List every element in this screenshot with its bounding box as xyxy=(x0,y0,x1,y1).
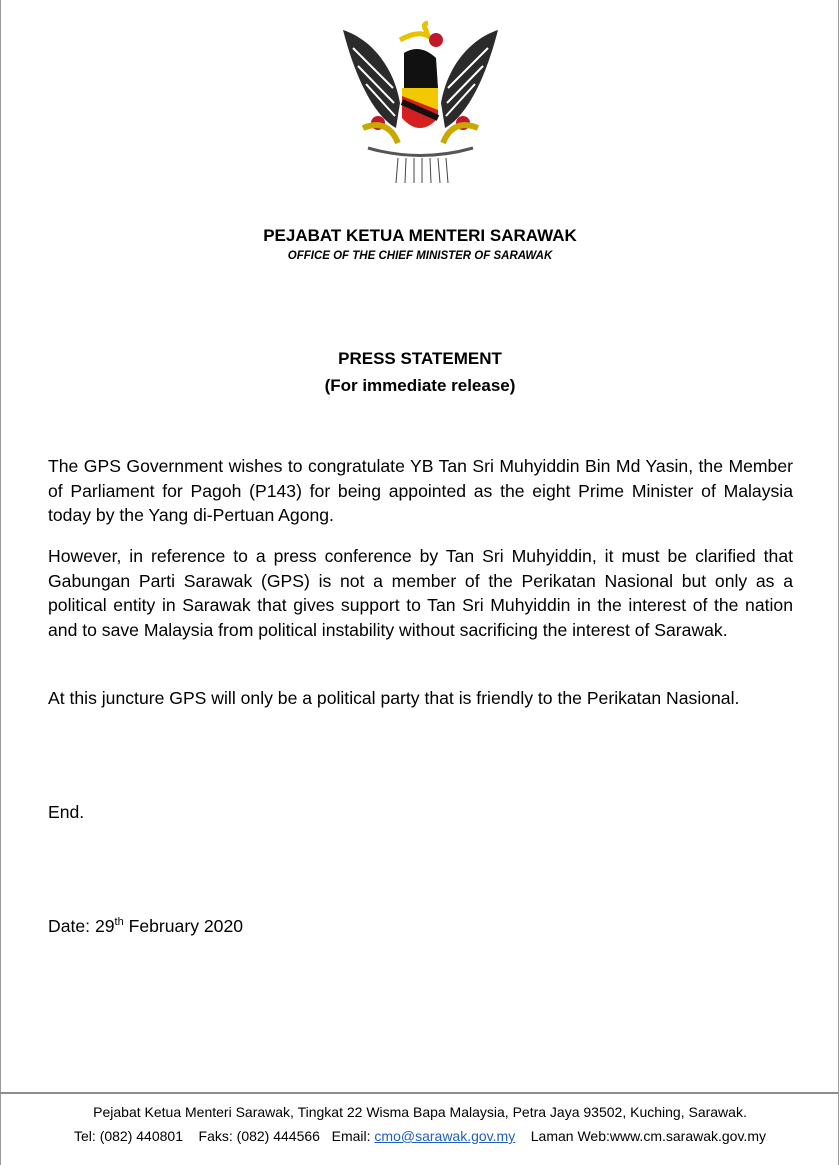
footer-fax: Faks: (082) 444566 xyxy=(198,1128,320,1144)
footer-web: Laman Web:www.cm.sarawak.gov.my xyxy=(530,1128,766,1144)
press-statement-heading xyxy=(0,345,840,399)
footer-contact xyxy=(0,1128,840,1144)
paragraph: At this juncture GPS will only be a political party that is friendly to the Perikatan Nasional. xyxy=(48,688,740,708)
sarawak-coat-of-arms-logo xyxy=(338,18,503,186)
paragraph: The GPS Government wishes to congratulate YB Tan Sri Muhyiddin Bin Md Yasin, the Member of Parliament for Pagoh (P143) for being appointed as the eight Prime Minister of Malaysia today by the Yang di-Pertuan Agong. xyxy=(48,456,793,525)
date-suffix: th xyxy=(114,916,124,929)
date-line xyxy=(48,914,793,939)
footer-divider xyxy=(0,1092,838,1094)
date-label: Date: 29 xyxy=(48,916,115,936)
statement-title: PRESS STATEMENT xyxy=(338,349,502,368)
footer-address: Pejabat Ketua Menteri Sarawak, Tingkat 22 Wisma Bapa Malaysia, Petra Jaya 93502, Kuching, Sarawak. xyxy=(93,1104,747,1120)
paragraph: However, in reference to a press conference by Tan Sri Muhyiddin, it must be clarified that Gabungan Parti Sarawak (GPS) is not a member of the Perikatan Nasional but only as a political entity in Sarawak that gives support to Tan Sri Muhyiddin in the interest of the nation and to save Malaysia from political instability without sacrificing the interest of Sarawak. xyxy=(48,546,793,640)
end-text: End. xyxy=(48,802,85,822)
footer-email-label: Email: xyxy=(331,1128,375,1144)
footer-email-link[interactable]: cmo@sarawak.gov.my xyxy=(374,1128,516,1144)
office-subtitle: OFFICE OF THE CHIEF MINISTER OF SARAWAK xyxy=(287,250,553,262)
date-rest: February 2020 xyxy=(123,916,244,936)
footer-tel: Tel: (082) 440801 xyxy=(74,1128,183,1144)
statement-subtitle: (For immediate release) xyxy=(324,376,516,395)
office-title: PEJABAT KETUA MENTERI SARAWAK xyxy=(263,226,577,245)
